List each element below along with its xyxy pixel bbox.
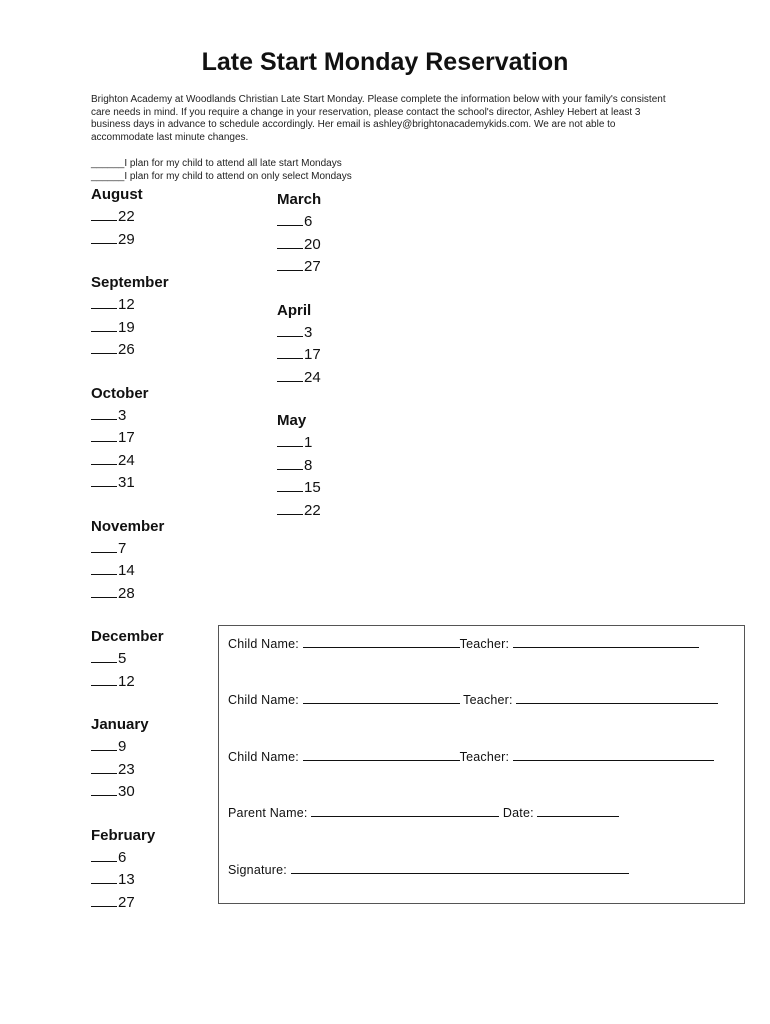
date-checkbox-line[interactable]: [277, 367, 321, 390]
date-blank[interactable]: [277, 257, 303, 271]
date-checkbox-line[interactable]: [91, 781, 169, 804]
date-number: 24: [118, 451, 135, 469]
teacher-field[interactable]: [513, 634, 699, 648]
date-checkbox-line[interactable]: [91, 583, 169, 606]
date-blank[interactable]: [277, 212, 303, 226]
month-block-october: [91, 383, 169, 495]
date-checkbox-line[interactable]: [91, 405, 169, 428]
date-number: 17: [118, 429, 135, 446]
attendance-options: [91, 157, 352, 183]
month-heading: November: [91, 517, 165, 535]
child-name-label: Child Name:: [228, 750, 299, 764]
date-checkbox-line[interactable]: [91, 339, 169, 362]
month-block-january: [91, 714, 169, 804]
date-checkbox-line[interactable]: [91, 317, 169, 340]
date-blank[interactable]: [277, 456, 303, 470]
date-blank[interactable]: [91, 848, 117, 862]
option-all-mondays[interactable]: [91, 157, 352, 170]
date-number: 7: [118, 539, 127, 557]
signature-row: [228, 860, 629, 877]
month-block-september: [91, 272, 169, 362]
date-blank[interactable]: [91, 473, 117, 487]
option-blank: ______: [91, 171, 125, 182]
date-number: 15: [304, 479, 321, 496]
date-blank[interactable]: [91, 340, 117, 354]
date-checkbox-line[interactable]: [277, 477, 321, 500]
option-blank: ______: [91, 158, 125, 169]
date-number: 6: [304, 213, 313, 230]
option-label: I plan for my child to attend on only select Mondays: [124, 171, 352, 182]
date-number: 24: [304, 368, 321, 386]
date-checkbox-line[interactable]: [277, 322, 321, 345]
child-name-field[interactable]: [303, 747, 460, 761]
date-checkbox-line[interactable]: [91, 560, 169, 583]
date-number: 28: [118, 584, 135, 602]
months-column-left: [91, 184, 169, 935]
date-blank[interactable]: [91, 672, 117, 686]
intro-paragraph: Brighton Academy at Woodlands Christian Late Start Monday. Please complete the information below with your family's consistent care needs in mind. If you require a change in your reservation, please contact the school's director, Ashley Hebert at least 3 business days in advance to schedule accordingly. Her email is ashley@brightonacademykids.com. We are not able to accommodate last minute changes.: [91, 94, 666, 143]
month-heading: October: [91, 384, 149, 402]
date-checkbox-line[interactable]: [91, 671, 169, 694]
date-checkbox-line[interactable]: [91, 294, 169, 317]
month-heading: September: [91, 274, 169, 291]
child-name-field[interactable]: [303, 690, 460, 704]
month-block-february: [91, 825, 169, 915]
month-block-august: [91, 184, 169, 251]
month-heading: February: [91, 826, 156, 844]
date-number: 19: [118, 318, 135, 336]
date-blank[interactable]: [91, 428, 117, 442]
date-number: 13: [118, 871, 135, 888]
teacher-field[interactable]: [516, 690, 718, 704]
child-row-3: [228, 747, 714, 764]
date-checkbox-line[interactable]: [91, 538, 169, 561]
date-blank[interactable]: [91, 893, 117, 907]
parent-name-label: Parent Name:: [228, 806, 308, 820]
child-name-label: Child Name:: [228, 693, 299, 707]
date-blank[interactable]: [277, 501, 303, 515]
date-blank[interactable]: [91, 649, 117, 663]
date-checkbox-line[interactable]: [277, 256, 321, 279]
month-block-march: [277, 189, 321, 279]
parent-row: [228, 803, 619, 820]
date-number: 20: [304, 235, 321, 253]
date-blank[interactable]: [91, 584, 117, 598]
child-row-1: [228, 634, 699, 651]
month-heading: May: [277, 412, 307, 429]
date-blank[interactable]: [91, 561, 117, 575]
month-heading: January: [91, 716, 149, 733]
date-checkbox-line[interactable]: [91, 472, 169, 495]
month-block-may: [277, 410, 321, 522]
month-heading: April: [277, 301, 312, 319]
date-checkbox-line[interactable]: [277, 455, 321, 478]
date-blank[interactable]: [277, 235, 303, 249]
date-checkbox-line[interactable]: [277, 344, 321, 367]
date-number: 22: [118, 208, 135, 225]
date-number: 31: [118, 474, 135, 491]
date-checkbox-line[interactable]: [277, 234, 321, 257]
date-blank[interactable]: [91, 295, 117, 309]
date-number: 27: [304, 258, 321, 275]
date-number: 14: [118, 562, 135, 579]
teacher-field[interactable]: [513, 747, 714, 761]
date-checkbox-line[interactable]: [91, 759, 169, 782]
month-heading: December: [91, 628, 164, 645]
date-number: 12: [118, 296, 135, 313]
month-heading: March: [277, 191, 322, 208]
date-number: 12: [118, 672, 135, 690]
date-checkbox-line[interactable]: [91, 847, 169, 870]
date-number: 27: [118, 893, 135, 911]
date-number: 30: [118, 783, 135, 800]
date-checkbox-line[interactable]: [91, 869, 169, 892]
child-row-2: [228, 690, 718, 707]
teacher-label: Teacher:: [463, 693, 513, 707]
date-number: 29: [118, 230, 135, 248]
option-select-mondays[interactable]: [91, 170, 352, 183]
date-blank[interactable]: [91, 207, 117, 221]
date-field[interactable]: [537, 803, 619, 817]
date-blank[interactable]: [91, 782, 117, 796]
date-blank[interactable]: [91, 451, 117, 465]
date-blank[interactable]: [277, 433, 303, 447]
teacher-label: Teacher:: [459, 750, 510, 764]
date-checkbox-line[interactable]: [91, 206, 169, 229]
month-block-december: [91, 626, 169, 693]
page-title: Late Start Monday Reservation: [201, 48, 569, 76]
date-checkbox-line[interactable]: [91, 450, 169, 473]
date-blank[interactable]: [277, 368, 303, 382]
signature-field[interactable]: [291, 860, 629, 874]
date-checkbox-line[interactable]: [277, 211, 321, 234]
date-blank[interactable]: [91, 760, 117, 774]
date-blank[interactable]: [91, 737, 117, 751]
date-number: 26: [118, 341, 135, 358]
month-heading: August: [91, 186, 143, 203]
date-checkbox-line[interactable]: [91, 892, 169, 915]
date-number: 8: [304, 456, 313, 474]
date-number: 3: [118, 406, 127, 424]
child-name-label: Child Name:: [228, 637, 299, 651]
date-blank[interactable]: [91, 406, 117, 420]
teacher-label: Teacher:: [459, 637, 510, 651]
parent-name-field[interactable]: [311, 803, 499, 817]
date-number: 3: [304, 323, 313, 341]
date-blank[interactable]: [91, 318, 117, 332]
date-number: 23: [118, 760, 135, 778]
date-checkbox-line[interactable]: [91, 648, 169, 671]
date-checkbox-line[interactable]: [277, 500, 321, 523]
date-checkbox-line[interactable]: [91, 229, 169, 252]
date-blank[interactable]: [91, 870, 117, 884]
date-number: 22: [304, 501, 321, 519]
child-name-field[interactable]: [303, 634, 460, 648]
date-label: Date:: [502, 806, 534, 820]
date-blank[interactable]: [277, 345, 303, 359]
month-block-november: [91, 516, 169, 606]
date-number: 5: [118, 650, 127, 667]
date-number: 17: [304, 346, 321, 363]
date-blank[interactable]: [277, 323, 303, 337]
date-checkbox-line[interactable]: [91, 427, 169, 450]
child-info-form: [218, 625, 745, 904]
signature-label: Signature:: [228, 863, 287, 877]
date-blank[interactable]: [277, 478, 303, 492]
date-number: 9: [118, 738, 127, 755]
date-checkbox-line[interactable]: [277, 432, 321, 455]
month-block-april: [277, 300, 321, 390]
date-blank[interactable]: [91, 539, 117, 553]
date-number: 1: [304, 434, 313, 451]
months-column-right: [277, 189, 321, 543]
date-number: 6: [118, 848, 127, 866]
option-label: I plan for my child to attend all late start Mondays: [124, 158, 342, 169]
date-blank[interactable]: [91, 230, 117, 244]
date-checkbox-line[interactable]: [91, 736, 169, 759]
